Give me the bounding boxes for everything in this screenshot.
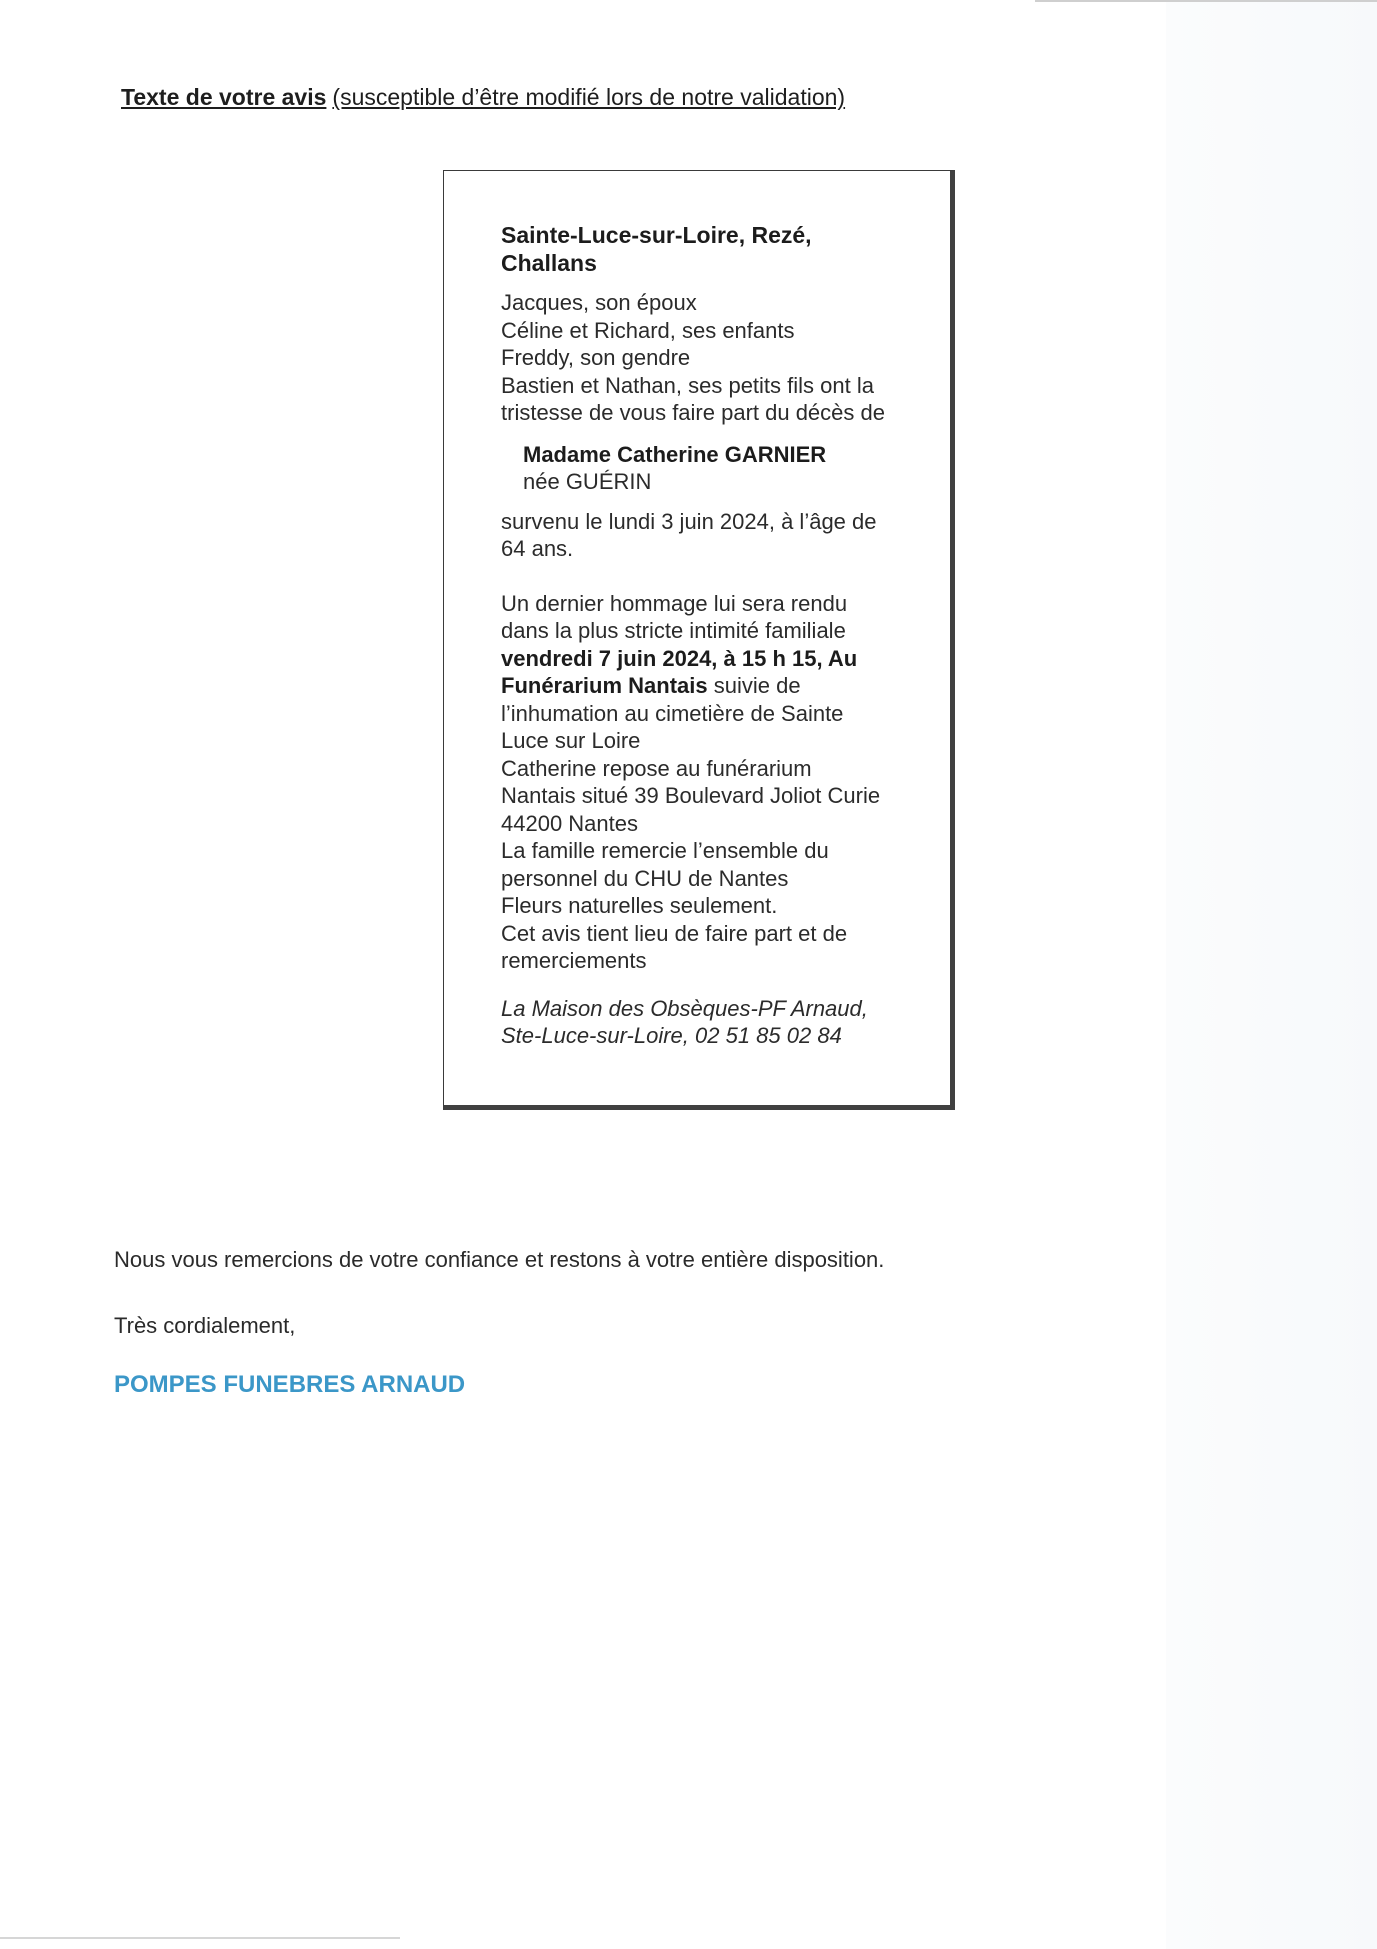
notice-places	[501, 221, 931, 277]
place-line: Sainte-Luce-sur-Loire, Rezé,	[501, 222, 812, 248]
ceremony-line: Fleurs naturelles seulement.	[501, 893, 778, 918]
ceremony-details	[501, 590, 931, 975]
family-line: Bastien et Nathan, ses petits fils ont la	[501, 372, 874, 398]
death-details	[501, 508, 931, 563]
top-rule	[1035, 0, 1377, 2]
closing-thanks: Nous vous remercions de votre confiance et restons à votre entière disposition.	[114, 1247, 885, 1272]
ceremony-line: Catherine repose au funérarium	[501, 755, 812, 781]
funeral-home-signature	[501, 995, 931, 1050]
ceremony-venue-line	[501, 672, 931, 700]
deceased-surname: GARNIER	[724, 441, 827, 467]
family-line: Jacques, son époux	[501, 290, 697, 315]
family-line: Céline et Richard, ses enfants	[501, 317, 795, 343]
ceremony-line: La famille remercie l’ensemble du	[501, 838, 829, 863]
family-announcement	[501, 289, 931, 427]
ceremony-line: Cet avis tient lieu de faire part et de	[501, 920, 848, 946]
bottom-rule	[0, 1937, 400, 1939]
paragraph-gap	[501, 563, 931, 590]
death-line: 64 ans.	[501, 536, 574, 561]
obituary-notice-box	[443, 170, 955, 1110]
page-edge-shade	[1166, 0, 1377, 1949]
company-name: POMPES FUNEBRES ARNAUD	[114, 1371, 466, 1398]
ceremony-line: Un dernier hommage lui sera rendu	[501, 590, 848, 616]
family-line: Freddy, son gendre	[501, 345, 691, 370]
deceased-title: Madame Catherine	[523, 441, 725, 467]
place-line: Challans	[501, 250, 597, 276]
ceremony-line: remerciements	[501, 948, 647, 973]
ceremony-line: 44200 Nantes	[501, 810, 638, 836]
ceremony-venue: Funérarium Nantais	[501, 673, 708, 698]
deceased-birth-name: née GUÉRIN	[523, 469, 652, 494]
ceremony-line: l’inhumation au cimetière de Sainte	[501, 700, 844, 726]
signature-line: La Maison des Obsèques-PF Arnaud,	[501, 995, 868, 1021]
ceremony-line: dans la plus stricte intimité familiale	[501, 618, 846, 643]
heading-subtitle: (susceptible d’être modifié lors de notre validation)	[332, 84, 846, 110]
notice-heading	[121, 84, 845, 111]
family-line: tristesse de vous faire part du décès de	[501, 400, 885, 425]
death-line: survenu le lundi 3 juin 2024, à l’âge de	[501, 508, 877, 534]
signature-line: Ste-Luce-sur-Loire, 02 51 85 02 84	[501, 1023, 842, 1048]
closing-regards: Très cordialement,	[114, 1313, 296, 1338]
obituary-notice-text	[501, 221, 931, 1050]
ceremony-line: personnel du CHU de Nantes	[501, 865, 789, 891]
ceremony-line: Luce sur Loire	[501, 728, 641, 753]
deceased-block	[523, 441, 931, 496]
deceased-name	[523, 441, 931, 469]
heading-title: Texte de votre avis	[121, 84, 327, 110]
ceremony-date-line: vendredi 7 juin 2024, à 15 h 15, Au	[501, 645, 858, 671]
ceremony-venue-rest: suivie de	[707, 673, 801, 698]
ceremony-line: Nantais situé 39 Boulevard Joliot Curie	[501, 783, 881, 808]
